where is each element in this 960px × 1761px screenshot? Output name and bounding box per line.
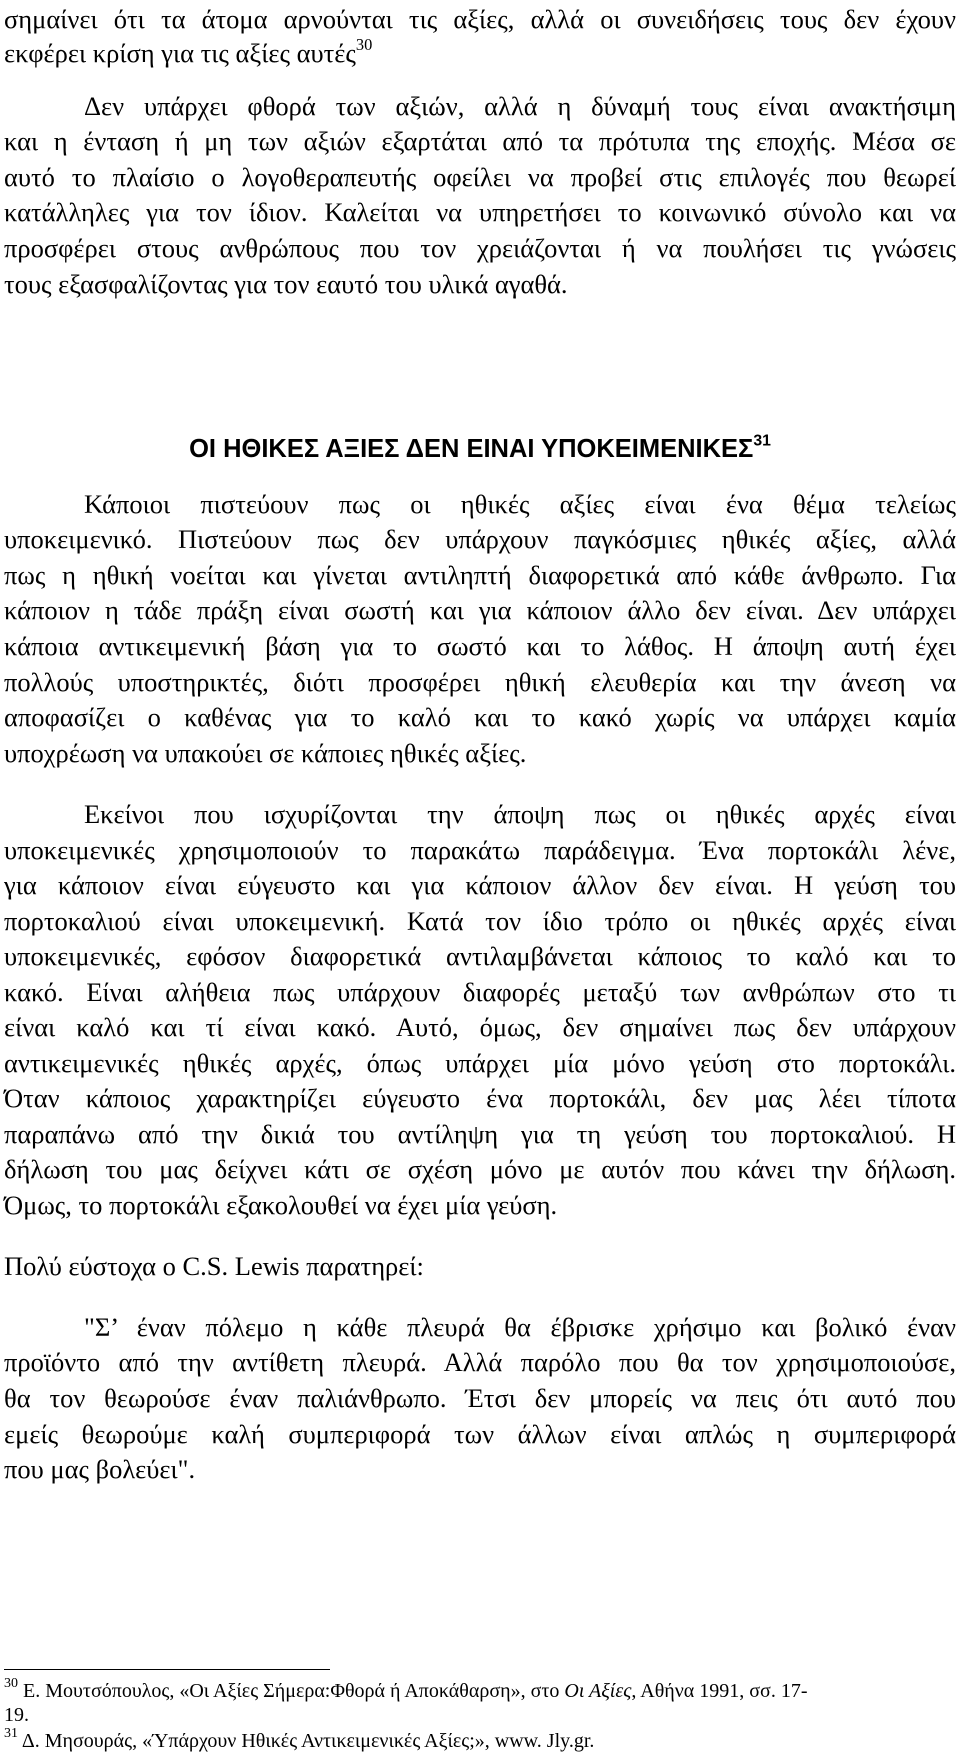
paragraph-line: κάποιον η τάδε πράξη είναι σωστή και για κάποιον άλλο δεν είναι. Δεν υπάρχει [4, 595, 956, 625]
footnote-reference[interactable]: 31 [753, 432, 771, 450]
footnote-number: 30 [4, 1675, 18, 1691]
paragraph-line: πως η ηθική νοείται και γίνεται αντιληπτή διαφορετικά από κάθε άνθρωπο. Για [4, 560, 956, 590]
section-heading: ΟΙ ΗΘΙΚΕΣ ΑΞΙΕΣ ΔΕΝ ΕΙΝΑΙ ΥΠΟΚΕΙΜΕΝΙΚΕΣ$^{31}$ [189, 432, 771, 463]
paragraph-line: παραπάνω από την δικιά του αντίληψη για τη γεύση του πορτοκαλιού. Η [4, 1119, 956, 1149]
quote-line: θα τον θεωρούσε έναν παλιάνθρωπο. Έτσι δεν μπορείς να πεις ότι αυτό που [4, 1383, 956, 1413]
paragraph-line: Πολύ εύστοχα ο C.S. Lewis παρατηρεί: [4, 1251, 424, 1281]
paragraph-line: υποχρέωση να υπακούει σε κάποιες ηθικές αξίες. [4, 738, 527, 768]
paragraph-line: κάποια αντικειμενική βάση για το σωστό και το λάθος. Η άποψη αυτή έχει [4, 631, 956, 661]
paragraph-line: πολλούς υποστηρικτές, διότι προσφέρει ηθική ελευθερία και την άνεση να [4, 667, 956, 697]
paragraph-line: σημαίνει ότι τα άτομα αρνούνται τις αξίες, αλλά οι συνειδήσεις τους δεν έχουν [4, 4, 956, 34]
paragraph-line: Εκείνοι που ισχυρίζονται την άποψη πως οι ηθικές αρχές είναι [84, 799, 956, 829]
paragraph-line: υποκειμενικές, εφόσον διαφορετικά αντιλαμβάνεται κάποιος το καλό και το [4, 941, 956, 971]
paragraph-line: και η ένταση ή μη των αξιών εξαρτάται από τα πρότυπα της εποχής. Μέσα σε [4, 126, 956, 156]
paragraph-line: Κάποιοι πιστεύουν πως οι ηθικές αξίες είναι ένα θέμα τελείως [84, 489, 956, 519]
paragraph-line: Όταν κάποιος χαρακτηρίζει εύγευστο ένα πορτοκάλι, δεν μας λέει τίποτα [4, 1083, 956, 1113]
footnote-reference[interactable]: 30 [355, 35, 373, 55]
paragraph-line: κακό. Είναι αλήθεια πως υπάρχουν διαφορές μεταξύ των ανθρώπων στο τι [4, 977, 956, 1007]
footnote-31: $^{31}$ Δ. Μησουράς, «Ύπάρχουν Ηθικές Αντικειμενικές Αξίες;», www. Jly.gr. [4, 1725, 595, 1752]
paragraph-line: πορτοκαλιού είναι υποκειμενική. Κατά τον ίδιο τρόπο οι ηθικές αρχές είναι [4, 906, 956, 936]
paragraph-line: υποκειμενικό. Πιστεύουν πως δεν υπάρχουν παγκόσμιες ηθικές αξίες, αλλά [4, 524, 956, 554]
paragraph-line: δήλωση του μας δείχνει κάτι σε σχέση μόνο με αυτόν που κάνει την δήλωση. [4, 1154, 956, 1184]
paragraph-line: Όμως, το πορτοκάλι εξακολουθεί να έχει μία γεύση. [4, 1190, 558, 1220]
quote-line: εμείς θεωρούμε καλή συμπεριφορά των άλλων είναι απλώς η συμπεριφορά [4, 1419, 956, 1449]
paragraph-line: εκφέρει κρίση για τις αξίες αυτές$^{30}$ [4, 35, 373, 68]
quote-line: που μας βολεύει". [4, 1454, 196, 1484]
quote-line: "Σ’ έναν πόλεμο η κάθε πλευρά θα έβρισκε χρήσιμο και βολικό έναν [84, 1312, 956, 1342]
paragraph-line: είναι καλό και τί είναι κακό. Αυτό, όμως, δεν σημαίνει πως δεν υπάρχουν [4, 1012, 956, 1042]
footnote-30: $^{30}$ Ε. Μουτσόπουλος, «Οι Αξίες Σήμερα:Φθορά ή Αποκάθαρση», στο Οι Αξίες, Αθήνα 1991, σσ. 17- [4, 1675, 808, 1702]
paragraph-line: κατάλληλες για τον ίδιον. Καλείται να υπηρετήσει το κοινωνικό σύνολο και να [4, 197, 956, 227]
paragraph-line: Δεν υπάρχει φθορά των αξιών, αλλά η δύναμή τους είναι ανακτήσιμη [84, 91, 956, 121]
paragraph-line: τους εξασφαλίζοντας για τον εαυτό του υλικά αγαθά. [4, 269, 568, 299]
paragraph-line: για κάποιον είναι εύγευστο και για κάποιον άλλον δεν είναι. Η γεύση του [4, 870, 956, 900]
paragraph-line: υποκειμενικές χρησιμοποιούν το παρακάτω παράδειγμα. Ένα πορτοκάλι λένε, [4, 835, 956, 865]
footnote-italic-title: Οι Αξίες [564, 1680, 632, 1702]
quote-line: προϊόντο από την αντίθετη πλευρά. Αλλά παρόλο που θα τον χρησιμοποιούσε, [4, 1347, 956, 1377]
paragraph-line: προσφέρει στους ανθρώπους που τον χρειάζονται ή να πουλήσει τις γνώσεις [4, 233, 956, 263]
footnote-30-continuation: 19. [4, 1704, 29, 1726]
footnote-number: 31 [4, 1725, 18, 1741]
paragraph-line: αποφασίζει ο καθένας για το καλό και το κακό χωρίς να υπάρχει καμία [4, 702, 956, 732]
paragraph-line: αυτό το πλαίσιο ο λογοθεραπευτής οφείλει να προβεί στις επιλογές που θεωρεί [4, 162, 956, 192]
paragraph-line: αντικειμενικές ηθικές αρχές, όπως υπάρχει μία μόνο γεύση στο πορτοκάλι. [4, 1048, 956, 1078]
footnote-separator [4, 1669, 330, 1670]
